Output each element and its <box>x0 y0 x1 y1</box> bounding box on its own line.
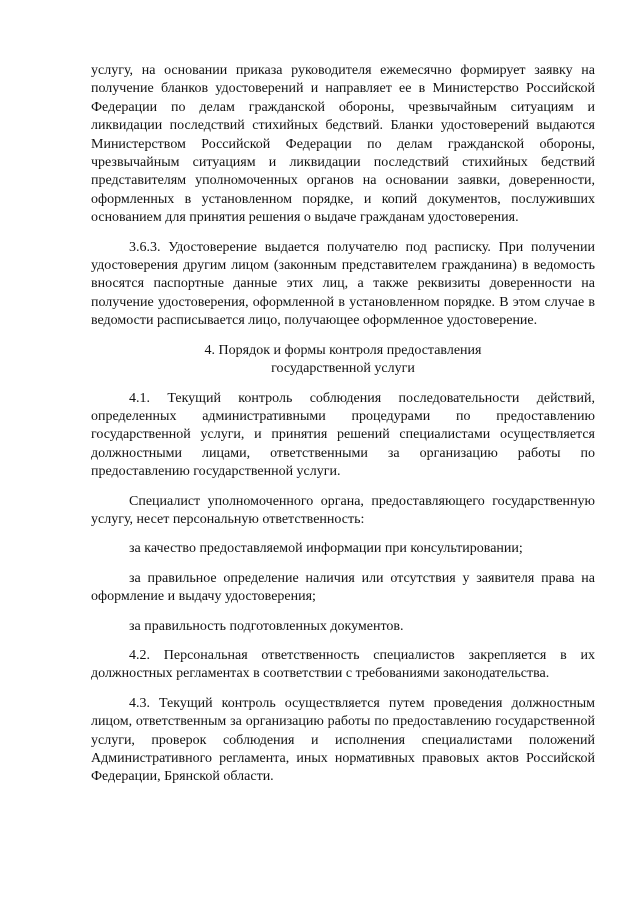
paragraph-item-right-determination: за правильное определение наличия или отсутствия у заявителя права на оформление и выдачу удостоверения; <box>91 570 595 605</box>
paragraph-3-6-3: 3.6.3. Удостоверение выдается получателю под расписку. При получении удостоверения другим лицом (законным представителем гражданина) в ведомость вносятся паспортные данные этих лиц, а также реквизиты доверенности на получение удостоверения, оформленной в установленном порядке. В этом случае в ведомости расписывается лицо, получающее оформленное удостоверение. <box>91 239 595 329</box>
paragraph-4-1: 4.1. Текущий контроль соблюдения последовательности действий, определенных административными процедурами по предоставлению государственной услуги, и принятия решений специалистами осуществляется должностными лицами, ответственными за организацию работы по предоставлению государственной услуги. <box>91 390 595 480</box>
paragraph-item-documents-correctness: за правильность подготовленных документов. <box>129 618 404 634</box>
document-page <box>91 62 595 798</box>
paragraph-4-2: 4.2. Персональная ответственность специалистов закрепляется в их должностных регламентах в соответствии с требованиями законодательства. <box>91 647 595 682</box>
section-heading-line-1: 4. Порядок и формы контроля предоставления <box>204 342 482 358</box>
section-heading <box>91 342 595 379</box>
paragraph-item-information-quality: за качество предоставляемой информации при консультировании; <box>129 541 523 557</box>
section-heading-line-2: государственной услуги <box>271 361 415 377</box>
paragraph-specialist-responsibility: Специалист уполномоченного органа, предоставляющего государственную услугу, несет персональную ответственность: <box>91 493 595 527</box>
paragraph-4-3: 4.3. Текущий контроль осуществляется путем проведения должностным лицом, ответственным за организацию работы по предоставлению государственной услуги, проверок соблюдения и исполнения специалистами положений Административного регламента, иных нормативных правовых актов Российской Федерации, Брянской области. <box>91 695 595 785</box>
paragraph-continuation: услугу, на основании приказа руководителя ежемесячно формирует заявку на получение бланков удостоверений и направляет ее в Министерство Российской Федерации по делам гражданской обороны, чрезвычайным ситуациям и ликвидации последствий стихийных бедствий. Бланки удостоверений выдаются Министерством Российской Федерации по делам гражданской обороны, чрезвычайным ситуациям и ликвидации последствий стихийных бедствий представителям уполномоченных органов на основании заявки, доверенности, оформленных в установленном порядке, и копий документов, послуживших основанием для принятия решения о выдаче гражданам удостоверения. <box>91 63 595 226</box>
